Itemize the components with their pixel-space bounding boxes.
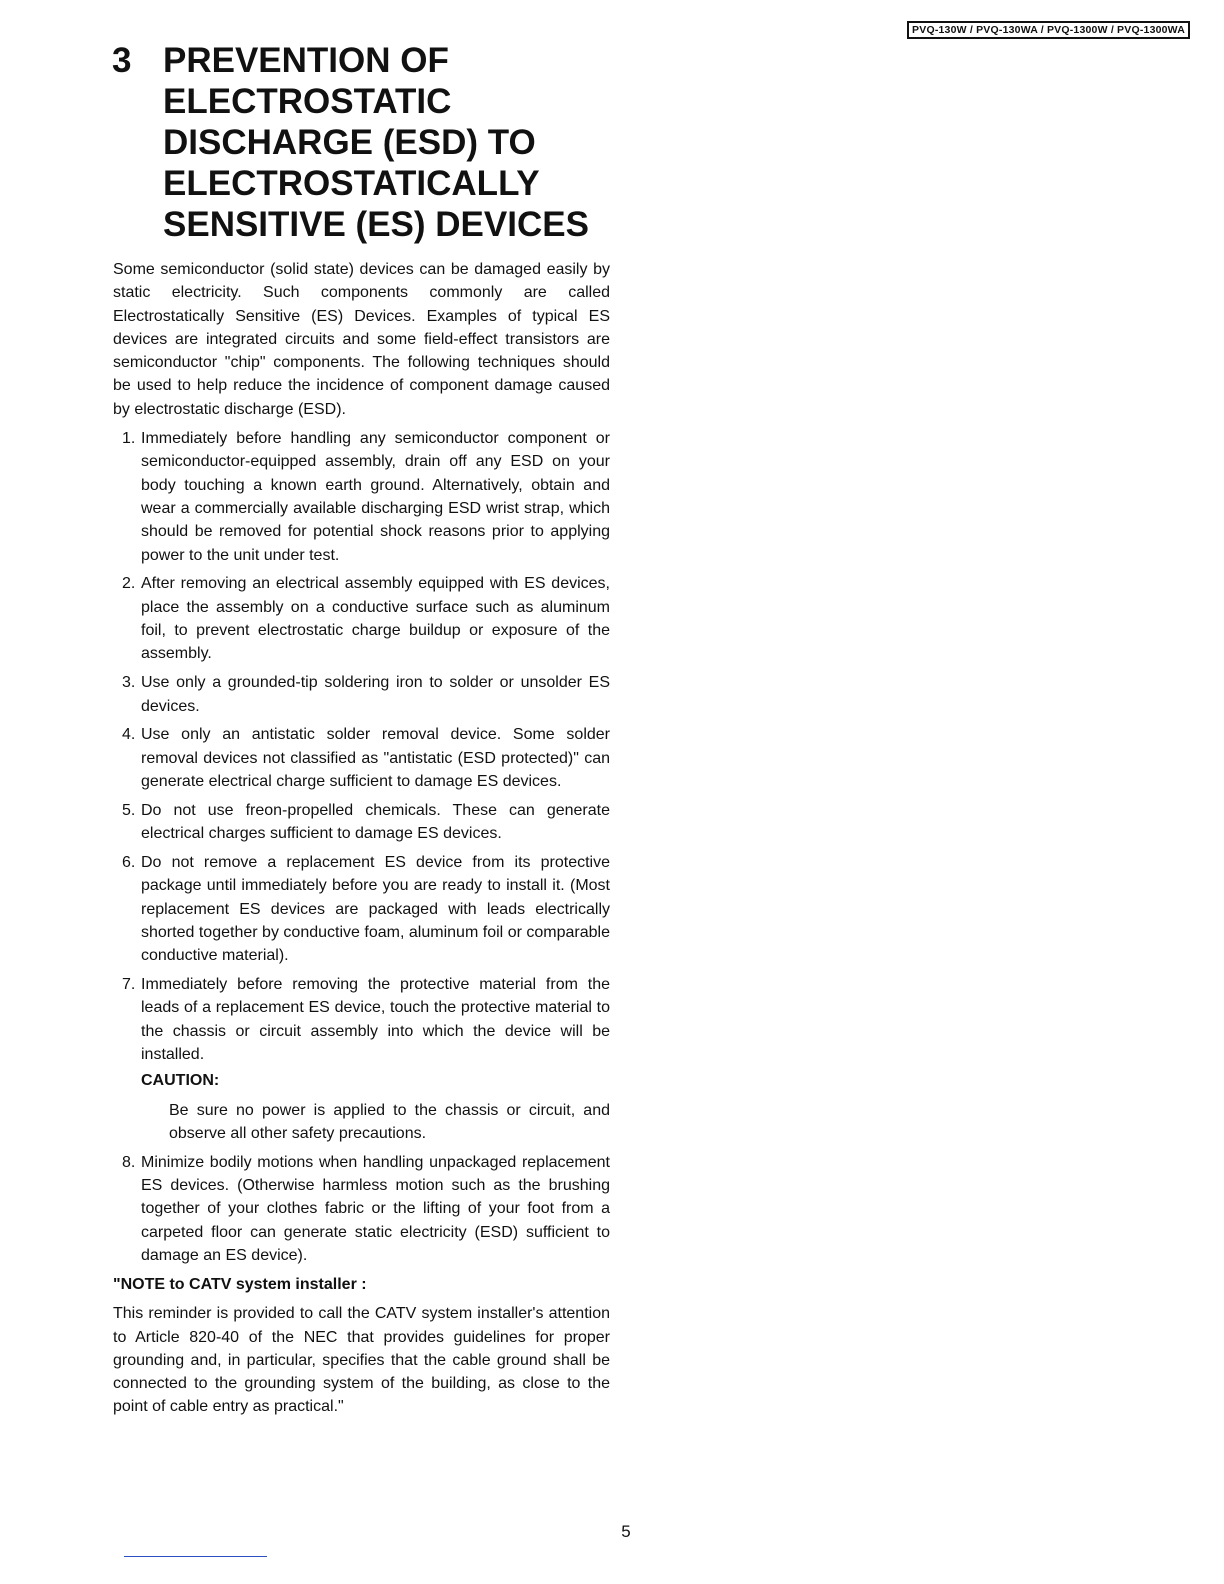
step-number: 6. xyxy=(122,854,136,872)
esd-steps-list xyxy=(113,427,610,1267)
list-item xyxy=(113,1151,610,1267)
section-heading xyxy=(112,40,652,245)
page-content xyxy=(113,258,610,1419)
list-item xyxy=(113,973,610,1145)
caution-label: CAUTION: xyxy=(141,1072,220,1090)
step-number: 1. xyxy=(122,430,136,448)
list-item xyxy=(113,851,610,967)
model-numbers-header: PVQ-130W / PVQ-130WA / PVQ-1300W / PVQ-1300WA xyxy=(907,21,1190,39)
step-number: 4. xyxy=(122,726,136,744)
step-text: Use only a grounded-tip soldering iron to solder or unsolder ES devices. xyxy=(141,674,610,715)
step-text: After removing an electrical assembly equipped with ES devices, place the assembly on a conductive surface such as aluminum foil, to prevent electrostatic charge buildup or exposure of the assembly. xyxy=(141,575,610,663)
page-number: 5 xyxy=(621,1522,631,1541)
step-text: Do not remove a replacement ES device from its protective package until immediately before you are ready to install it. (Most replacement ES devices are packaged with leads electrically shorted together by conductive foam, aluminum foil or comparable conductive material). xyxy=(141,854,610,965)
step-number: 8. xyxy=(122,1153,136,1171)
list-item xyxy=(113,799,610,846)
caution-text: Be sure no power is applied to the chassis or circuit, and observe all other safety precautions. xyxy=(169,1101,610,1142)
step-number: 3. xyxy=(122,674,136,692)
section-number: 3 xyxy=(112,41,132,80)
footer-link-rule xyxy=(124,1556,267,1557)
note-text: This reminder is provided to call the CATV system installer's attention to Article 820-40 of the NEC that provides guidelines for proper grounding and, in particular, specifies that the cable ground shall be connected to the grounding system of the building, as close to the point of cable entry as practical." xyxy=(113,1305,610,1416)
step-number: 5. xyxy=(122,801,136,819)
intro-paragraph: Some semiconductor (solid state) devices can be damaged easily by static electricity. Such components commonly are called Electrostatically Sensitive (ES) Devices. Examples of typical ES devices are integrated circuits and some field-effect transistors are semiconductor "chip" components. The following techniques should be used to help reduce the incidence of component damage caused by electrostatic discharge (ESD). xyxy=(113,261,610,418)
list-item xyxy=(113,723,610,793)
step-text: Immediately before handling any semiconductor component or semiconductor-equipped assembly, drain off any ESD on your body touching a known earth ground. Alternatively, obtain and wear a commercially available discharging ESD wrist strap, which should be removed for potential shock reasons prior to applying power to the unit under test. xyxy=(141,430,610,564)
step-number: 7. xyxy=(122,976,136,994)
step-number: 2. xyxy=(122,575,136,593)
list-item xyxy=(113,427,610,567)
list-item xyxy=(113,671,610,718)
step-text: Do not use freon-propelled chemicals. These can generate electrical charges sufficient to damage ES devices. xyxy=(141,801,610,843)
step-text: Immediately before removing the protective material from the leads of a replacement ES device, touch the protective material to the chassis or circuit assembly into which the device will be installed. xyxy=(141,976,610,1064)
list-item xyxy=(113,572,610,665)
step-text: Minimize bodily motions when handling unpackaged replacement ES devices. (Otherwise harmless motion such as the brushing together of your clothes fabric or the lifting of your foot from a carpeted floor can generate static electricity (ESD) sufficient to damage an ES device). xyxy=(141,1153,610,1265)
step-text: Use only an antistatic solder removal device. Some solder removal devices not classified as "antistatic (ESD protected)" can generate electrical charge sufficient to damage ES devices. xyxy=(141,726,610,791)
note-heading: "NOTE to CATV system installer : xyxy=(113,1275,367,1293)
section-title: PREVENTION OF ELECTROSTATIC DISCHARGE (ESD) TO ELECTROSTATICALLY SENSITIVE (ES) DEVICES xyxy=(163,41,589,244)
